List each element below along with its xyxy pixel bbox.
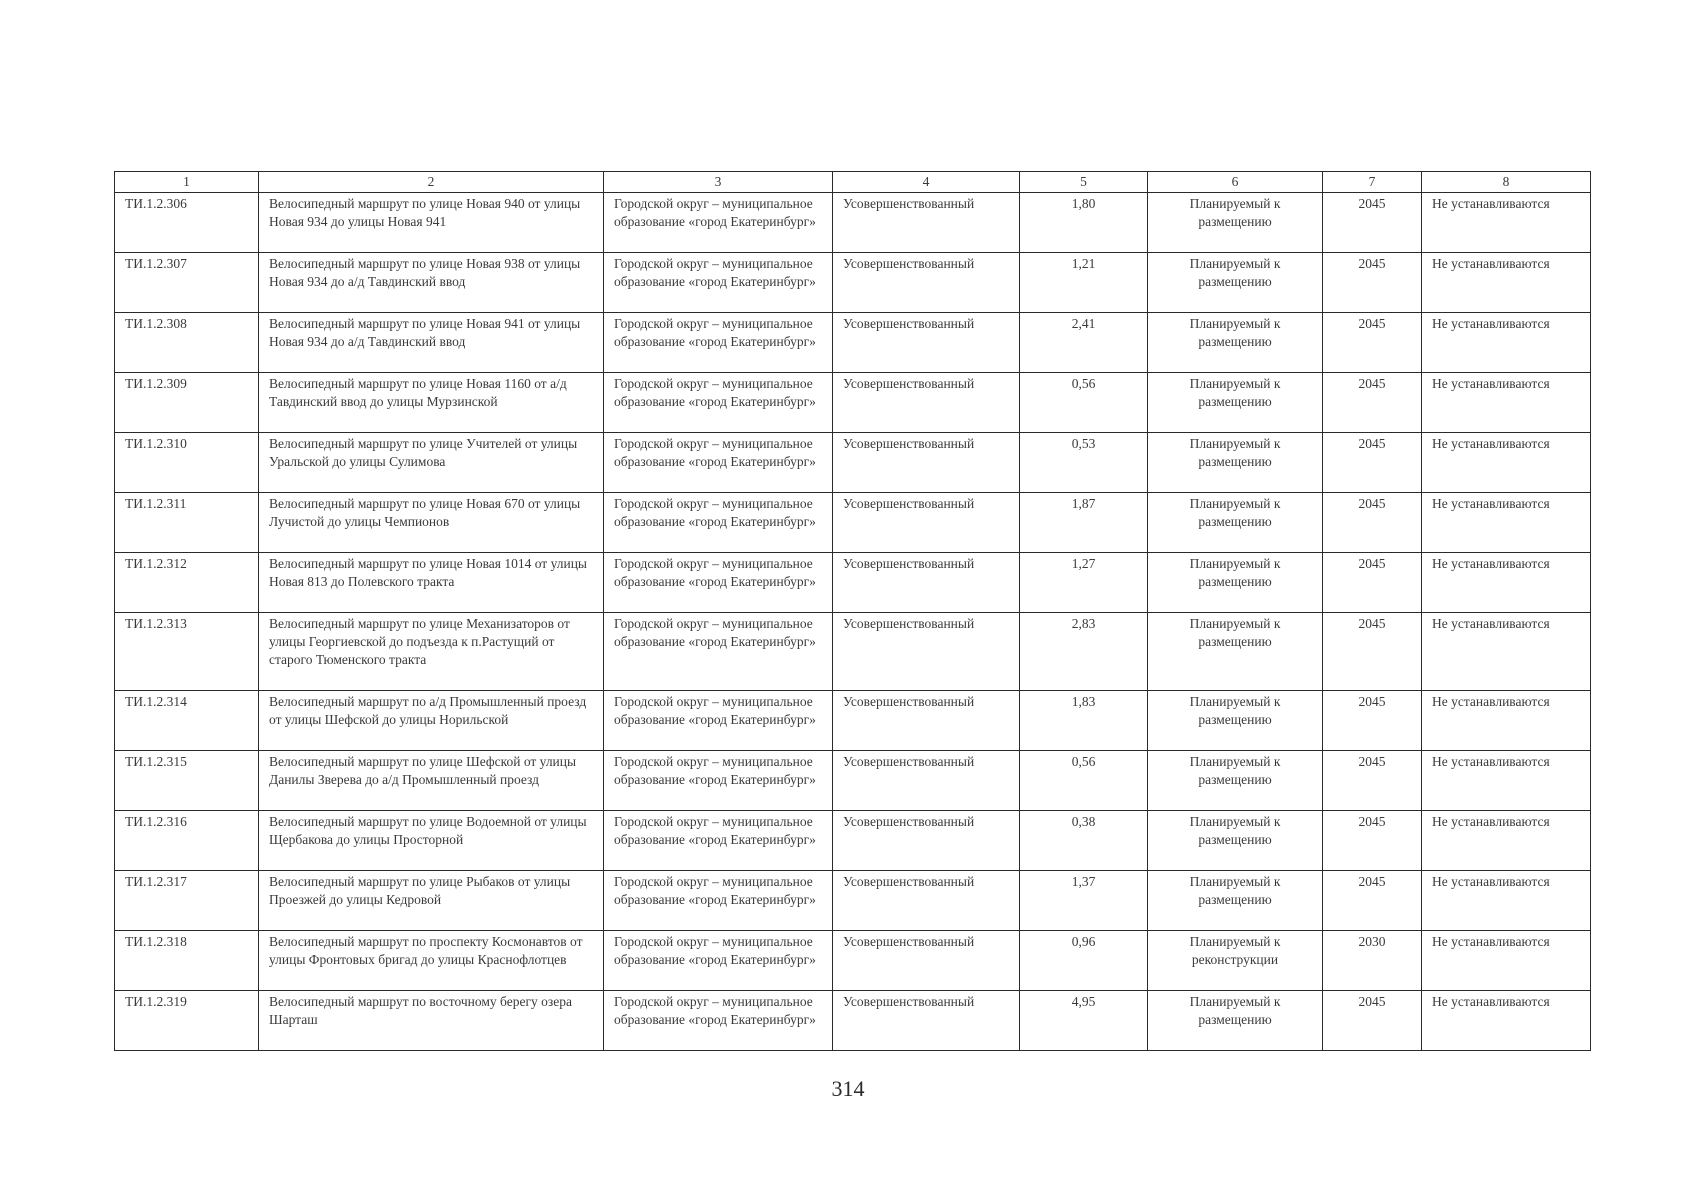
cell-id: ТИ.1.2.307 [115, 253, 259, 313]
cell-length: 0,56 [1020, 751, 1148, 811]
table-row [115, 931, 1591, 991]
cell-year: 2045 [1323, 811, 1422, 871]
cell-type: Усовершенствованный [833, 553, 1020, 613]
cell-status: Планируемый к размещению [1148, 811, 1323, 871]
column-header: 7 [1323, 172, 1422, 193]
table-row [115, 493, 1591, 553]
cell-status: Планируемый к размещению [1148, 991, 1323, 1051]
cell-length: 1,27 [1020, 553, 1148, 613]
table-row [115, 433, 1591, 493]
cell-status: Планируемый к размещению [1148, 691, 1323, 751]
column-header: 3 [604, 172, 833, 193]
column-header: 4 [833, 172, 1020, 193]
table-row [115, 373, 1591, 433]
cell-length: 1,21 [1020, 253, 1148, 313]
column-header: 2 [259, 172, 604, 193]
cell-zones: Не устанавливаются [1422, 313, 1591, 373]
cell-location: Городской округ – муниципальное образование «город Екатеринбург» [604, 553, 833, 613]
cell-type: Усовершенствованный [833, 373, 1020, 433]
cell-zones: Не устанавливаются [1422, 433, 1591, 493]
cell-year: 2045 [1323, 871, 1422, 931]
cell-type: Усовершенствованный [833, 871, 1020, 931]
cell-status: Планируемый к размещению [1148, 553, 1323, 613]
cell-type: Усовершенствованный [833, 253, 1020, 313]
cell-location: Городской округ – муниципальное образование «город Екатеринбург» [604, 751, 833, 811]
cell-id: ТИ.1.2.314 [115, 691, 259, 751]
cell-zones: Не устанавливаются [1422, 193, 1591, 253]
cell-route-name: Велосипедный маршрут по улице Шефской от улицы Данилы Зверева до а/д Промышленный проезд [259, 751, 604, 811]
cell-id: ТИ.1.2.319 [115, 991, 259, 1051]
cell-zones: Не устанавливаются [1422, 613, 1591, 691]
cell-status: Планируемый к размещению [1148, 253, 1323, 313]
cell-length: 1,83 [1020, 691, 1148, 751]
table-row [115, 751, 1591, 811]
table-row [115, 871, 1591, 931]
cell-route-name: Велосипедный маршрут по проспекту Космонавтов от улицы Фронтовых бригад до улицы Краснофлотцев [259, 931, 604, 991]
cell-length: 2,83 [1020, 613, 1148, 691]
cell-year: 2045 [1323, 253, 1422, 313]
cell-location: Городской округ – муниципальное образование «город Екатеринбург» [604, 811, 833, 871]
cell-route-name: Велосипедный маршрут по улице Водоемной от улицы Щербакова до улицы Просторной [259, 811, 604, 871]
cell-zones: Не устанавливаются [1422, 553, 1591, 613]
cell-zones: Не устанавливаются [1422, 373, 1591, 433]
cell-zones: Не устанавливаются [1422, 691, 1591, 751]
cell-route-name: Велосипедный маршрут по улице Новая 941 от улицы Новая 934 до а/д Тавдинский ввод [259, 313, 604, 373]
cell-year: 2045 [1323, 433, 1422, 493]
column-header: 8 [1422, 172, 1591, 193]
cell-status: Планируемый к размещению [1148, 613, 1323, 691]
cell-type: Усовершенствованный [833, 811, 1020, 871]
cell-location: Городской округ – муниципальное образование «город Екатеринбург» [604, 253, 833, 313]
cell-year: 2045 [1323, 991, 1422, 1051]
cell-status: Планируемый к реконструкции [1148, 931, 1323, 991]
cell-status: Планируемый к размещению [1148, 313, 1323, 373]
cell-zones: Не устанавливаются [1422, 991, 1591, 1051]
cell-length: 1,87 [1020, 493, 1148, 553]
cell-route-name: Велосипедный маршрут по улице Новая 670 от улицы Лучистой до улицы Чемпионов [259, 493, 604, 553]
cell-length: 2,41 [1020, 313, 1148, 373]
cell-location: Городской округ – муниципальное образование «город Екатеринбург» [604, 193, 833, 253]
cell-length: 1,37 [1020, 871, 1148, 931]
cell-location: Городской округ – муниципальное образование «город Екатеринбург» [604, 313, 833, 373]
cell-year: 2045 [1323, 373, 1422, 433]
cell-year: 2045 [1323, 313, 1422, 373]
table-row [115, 991, 1591, 1051]
column-header: 5 [1020, 172, 1148, 193]
cell-year: 2045 [1323, 553, 1422, 613]
column-header: 6 [1148, 172, 1323, 193]
cell-zones: Не устанавливаются [1422, 811, 1591, 871]
cell-id: ТИ.1.2.309 [115, 373, 259, 433]
cell-status: Планируемый к размещению [1148, 871, 1323, 931]
cell-route-name: Велосипедный маршрут по улице Новая 940 от улицы Новая 934 до улицы Новая 941 [259, 193, 604, 253]
cell-location: Городской округ – муниципальное образование «город Екатеринбург» [604, 931, 833, 991]
cell-id: ТИ.1.2.316 [115, 811, 259, 871]
cell-type: Усовершенствованный [833, 193, 1020, 253]
cell-length: 0,56 [1020, 373, 1148, 433]
cell-location: Городской округ – муниципальное образование «город Екатеринбург» [604, 493, 833, 553]
cell-location: Городской округ – муниципальное образование «город Екатеринбург» [604, 433, 833, 493]
cell-status: Планируемый к размещению [1148, 373, 1323, 433]
cell-route-name: Велосипедный маршрут по улице Рыбаков от улицы Проезжей до улицы Кедровой [259, 871, 604, 931]
cell-year: 2045 [1323, 691, 1422, 751]
cell-length: 0,96 [1020, 931, 1148, 991]
cell-route-name: Велосипедный маршрут по улице Новая 1014 от улицы Новая 813 до Полевского тракта [259, 553, 604, 613]
cell-zones: Не устанавливаются [1422, 493, 1591, 553]
cell-location: Городской округ – муниципальное образование «город Екатеринбург» [604, 613, 833, 691]
cell-location: Городской округ – муниципальное образование «город Екатеринбург» [604, 691, 833, 751]
cell-id: ТИ.1.2.318 [115, 931, 259, 991]
cell-year: 2045 [1323, 613, 1422, 691]
cell-year: 2030 [1323, 931, 1422, 991]
cell-id: ТИ.1.2.308 [115, 313, 259, 373]
table-row [115, 613, 1591, 691]
table-row [115, 691, 1591, 751]
cell-zones: Не устанавливаются [1422, 751, 1591, 811]
cell-location: Городской округ – муниципальное образование «город Екатеринбург» [604, 871, 833, 931]
cell-id: ТИ.1.2.310 [115, 433, 259, 493]
cell-id: ТИ.1.2.315 [115, 751, 259, 811]
routes-table [114, 171, 1591, 1051]
cell-type: Усовершенствованный [833, 493, 1020, 553]
cell-type: Усовершенствованный [833, 931, 1020, 991]
table-row [115, 193, 1591, 253]
column-header: 1 [115, 172, 259, 193]
cell-status: Планируемый к размещению [1148, 493, 1323, 553]
cell-route-name: Велосипедный маршрут по а/д Промышленный проезд от улицы Шефской до улицы Норильской [259, 691, 604, 751]
cell-year: 2045 [1323, 493, 1422, 553]
cell-length: 0,38 [1020, 811, 1148, 871]
cell-id: ТИ.1.2.306 [115, 193, 259, 253]
page-number: 314 [831, 1076, 865, 1101]
table-row [115, 553, 1591, 613]
cell-route-name: Велосипедный маршрут по улице Новая 1160 от а/д Тавдинский ввод до улицы Мурзинской [259, 373, 604, 433]
cell-type: Усовершенствованный [833, 613, 1020, 691]
cell-status: Планируемый к размещению [1148, 751, 1323, 811]
cell-year: 2045 [1323, 751, 1422, 811]
table-row [115, 253, 1591, 313]
cell-length: 0,53 [1020, 433, 1148, 493]
cell-type: Усовершенствованный [833, 433, 1020, 493]
cell-zones: Не устанавливаются [1422, 931, 1591, 991]
cell-route-name: Велосипедный маршрут по восточному берегу озера Шарташ [259, 991, 604, 1051]
table-header-row [115, 172, 1591, 193]
cell-length: 4,95 [1020, 991, 1148, 1051]
cell-year: 2045 [1323, 193, 1422, 253]
cell-location: Городской округ – муниципальное образование «город Екатеринбург» [604, 373, 833, 433]
cell-id: ТИ.1.2.313 [115, 613, 259, 691]
cell-id: ТИ.1.2.312 [115, 553, 259, 613]
cell-type: Усовершенствованный [833, 991, 1020, 1051]
table-row [115, 811, 1591, 871]
cell-location: Городской округ – муниципальное образование «город Екатеринбург» [604, 991, 833, 1051]
cell-status: Планируемый к размещению [1148, 193, 1323, 253]
cell-status: Планируемый к размещению [1148, 433, 1323, 493]
table-body [115, 193, 1591, 1051]
cell-id: ТИ.1.2.311 [115, 493, 259, 553]
cell-type: Усовершенствованный [833, 751, 1020, 811]
table-row [115, 313, 1591, 373]
cell-zones: Не устанавливаются [1422, 871, 1591, 931]
cell-route-name: Велосипедный маршрут по улице Механизаторов от улицы Георгиевской до подъезда к п.Растущий от старого Тюменского тракта [259, 613, 604, 691]
cell-zones: Не устанавливаются [1422, 253, 1591, 313]
cell-id: ТИ.1.2.317 [115, 871, 259, 931]
cell-route-name: Велосипедный маршрут по улице Новая 938 от улицы Новая 934 до а/д Тавдинский ввод [259, 253, 604, 313]
cell-type: Усовершенствованный [833, 691, 1020, 751]
cell-type: Усовершенствованный [833, 313, 1020, 373]
cell-length: 1,80 [1020, 193, 1148, 253]
cell-route-name: Велосипедный маршрут по улице Учителей от улицы Уральской до улицы Сулимова [259, 433, 604, 493]
